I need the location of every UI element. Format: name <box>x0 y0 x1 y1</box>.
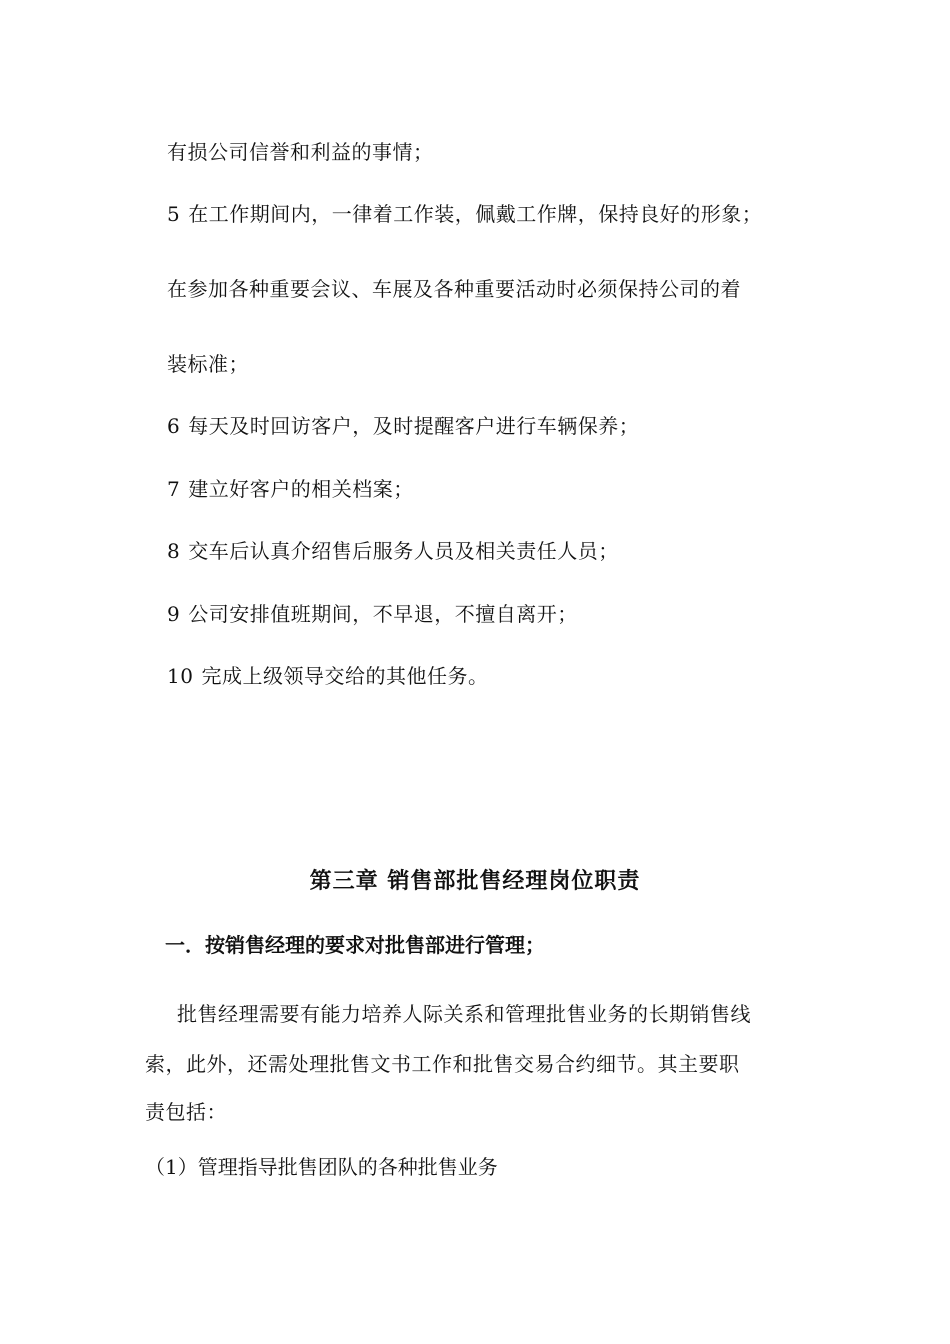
list-number: 7 <box>167 477 181 501</box>
list-text: 完成上级领导交给的其他任务。 <box>201 664 489 688</box>
list-item-6 <box>167 412 639 440</box>
body-text: 装标准； <box>167 352 249 376</box>
body-line-4 <box>167 350 249 378</box>
list-number: 10 <box>167 664 194 688</box>
list-number: 6 <box>167 414 181 438</box>
body-line-3 <box>167 275 741 303</box>
body-text: 有损公司信誉和利益的事情； <box>167 140 434 164</box>
body-text: 在参加各种重要会议、车展及各种重要活动时必须保持公司的着 <box>167 277 741 301</box>
chapter-title: 第三章 销售部批售经理岗位职责 <box>309 869 641 894</box>
list-text: 在工作期间内，一律着工作装，佩戴工作牌，保持良好的形象； <box>188 202 763 226</box>
body-text: 批售经理需要有能力培养人际关系和管理批售业务的长期销售线 <box>177 1002 751 1026</box>
sub-item-number: （1） <box>145 1155 198 1179</box>
list-text: 公司安排值班期间，不早退，不擅自离开； <box>188 602 578 626</box>
list-item-8 <box>167 537 619 565</box>
sub-item-text: 管理指导批售团队的各种批售业务 <box>197 1155 498 1179</box>
body-text: 责包括： <box>145 1100 227 1124</box>
body-text: 索，此外，还需处理批售文书工作和批售交易合约细节。其主要职 <box>145 1052 740 1076</box>
paragraph-line-2 <box>145 1050 740 1078</box>
list-item-9 <box>167 600 578 628</box>
list-text: 交车后认真介绍售后服务人员及相关责任人员； <box>188 539 619 563</box>
list-item-10 <box>167 662 488 690</box>
list-number: 5 <box>167 202 181 226</box>
sub-item-1 <box>145 1153 498 1181</box>
list-number: 8 <box>167 539 181 563</box>
list-number: 9 <box>167 602 181 626</box>
section-heading: 一．按销售经理的要求对批售部进行管理； <box>165 933 545 957</box>
list-text: 建立好客户的相关档案； <box>188 477 414 501</box>
body-line-1 <box>167 138 434 166</box>
list-text: 每天及时回访客户，及时提醒客户进行车辆保养； <box>188 414 640 438</box>
list-item-7 <box>167 475 414 503</box>
paragraph-line-1 <box>177 1000 751 1028</box>
paragraph-line-3 <box>145 1098 227 1126</box>
list-item-5 <box>167 200 762 228</box>
